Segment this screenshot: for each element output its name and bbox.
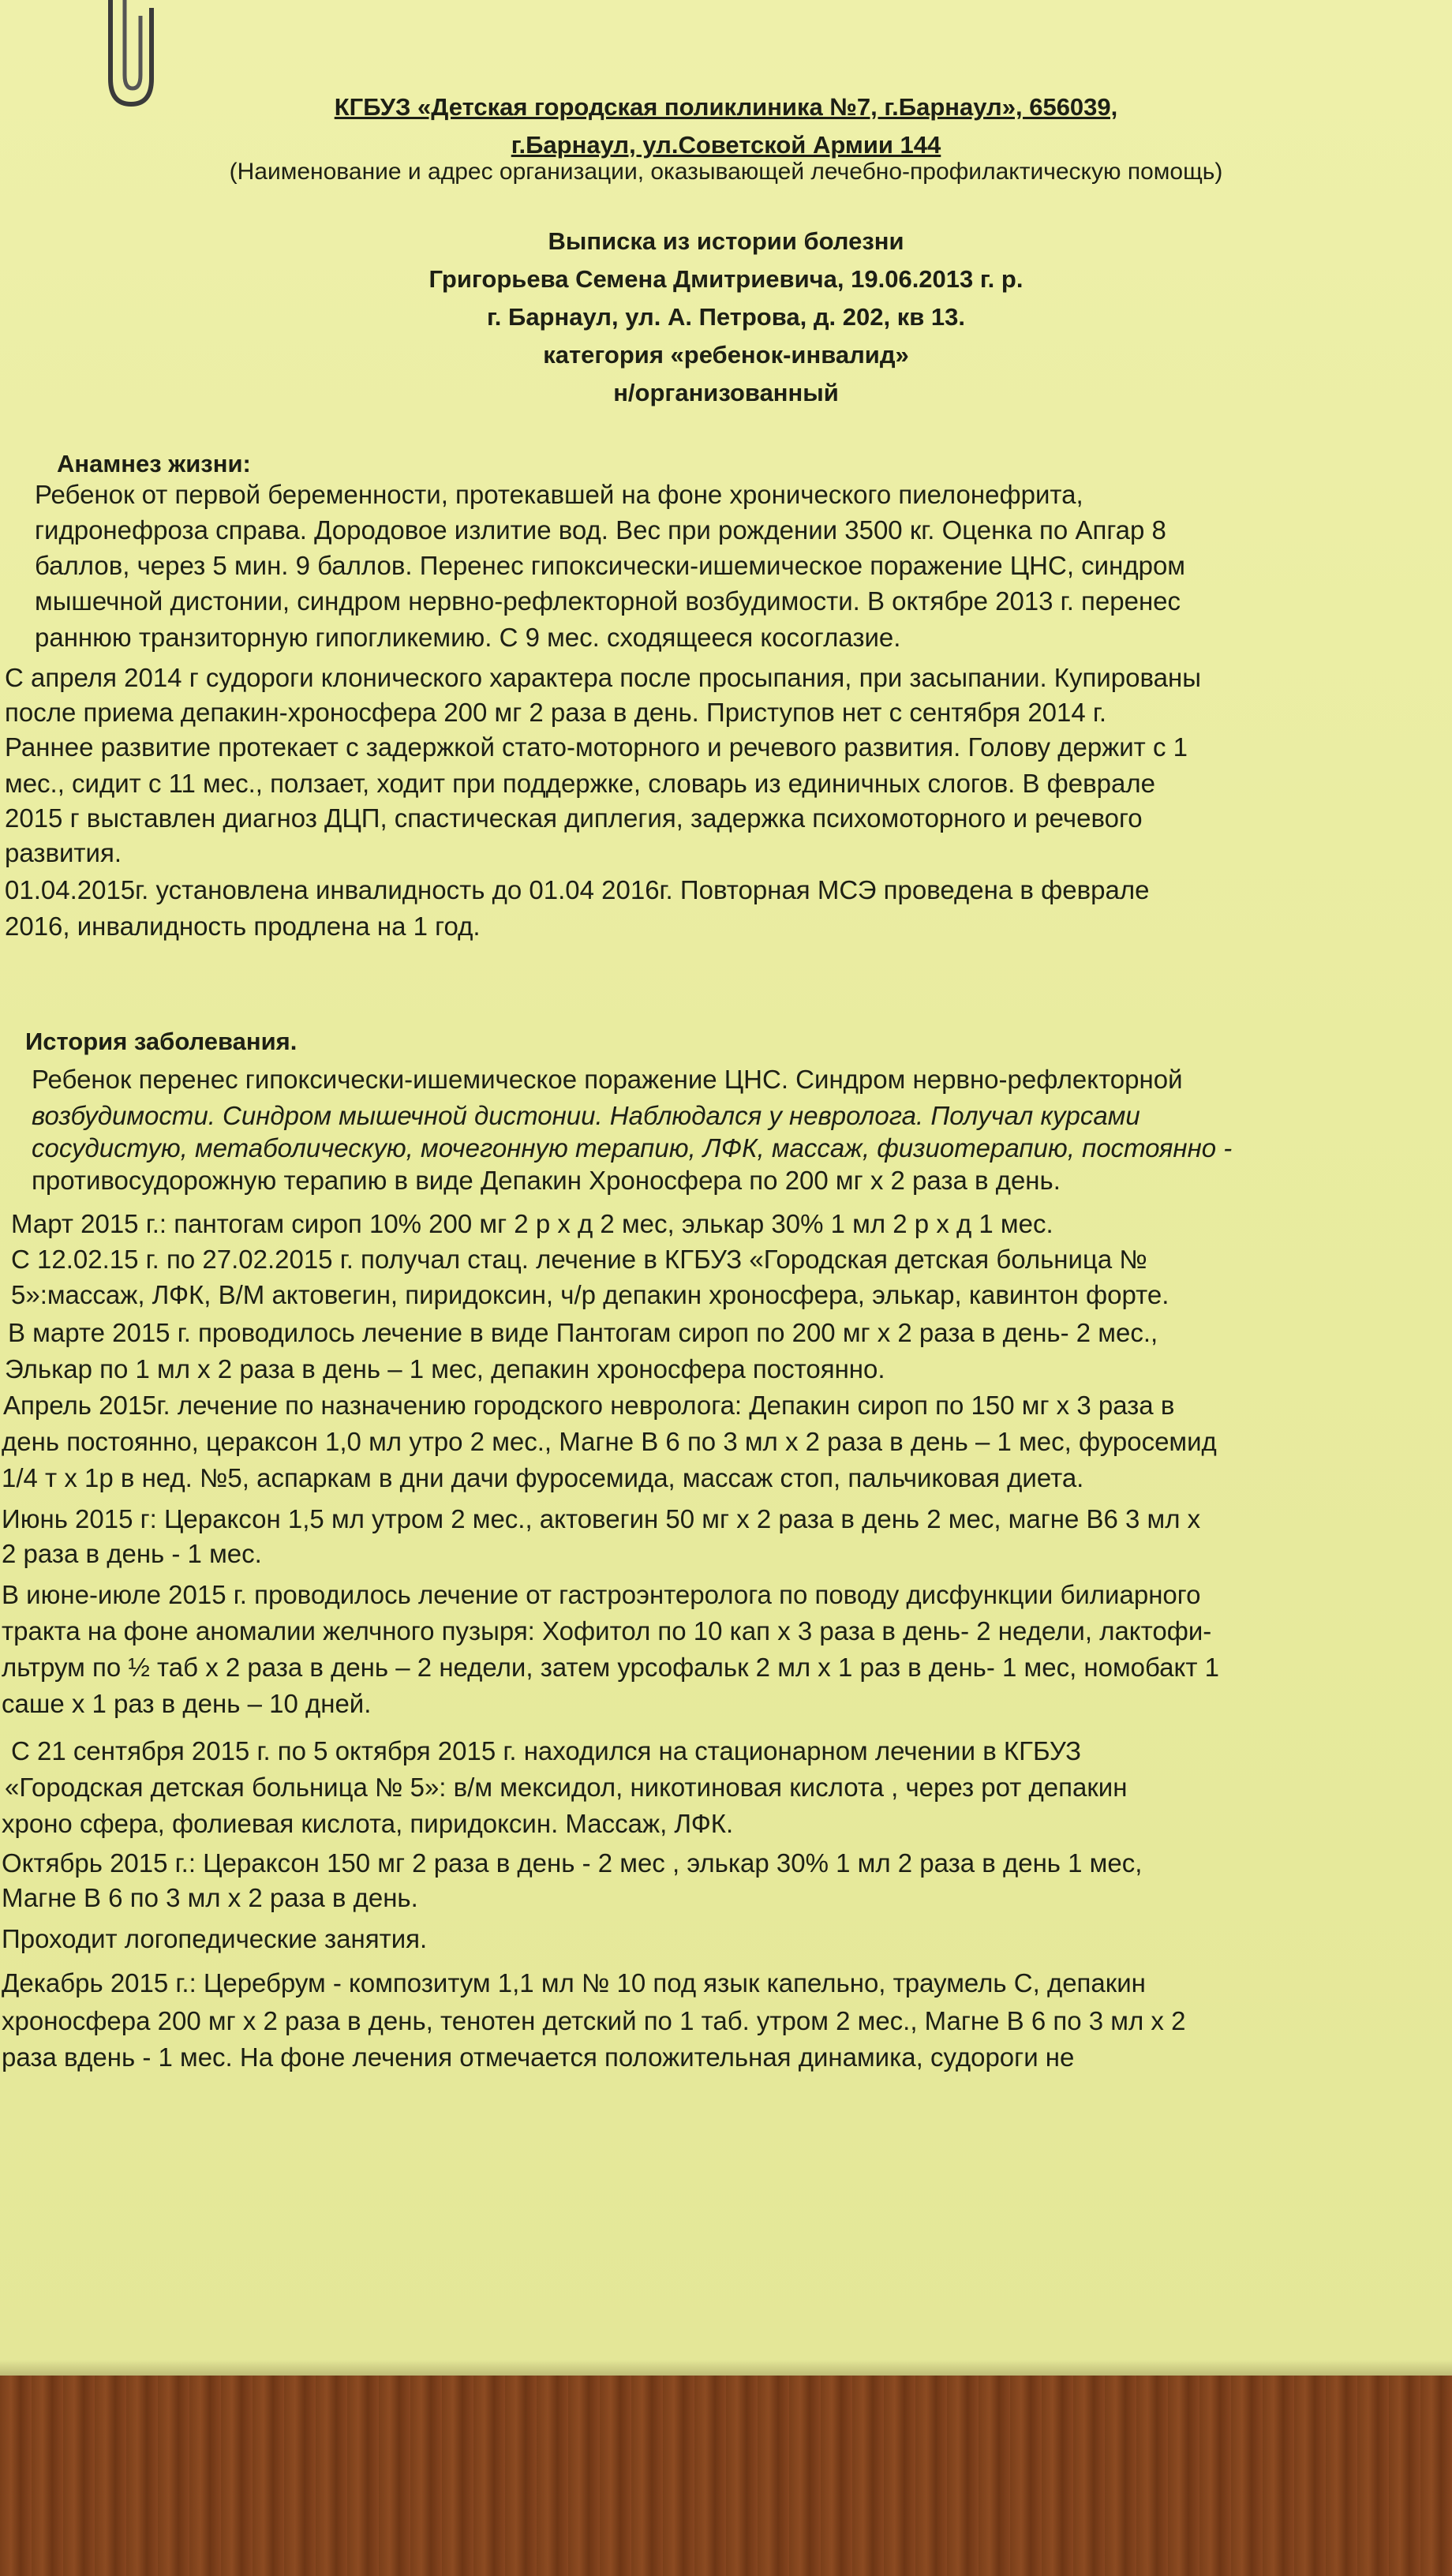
history-line: «Городская детская больница № 5»: в/м мексидол, никотиновая кислота , через рот депакин bbox=[5, 1773, 1128, 1802]
history-line: Июнь 2015 г: Цераксон 1,5 мл утром 2 мес., актовегин 50 мг х 2 раза в день 2 мес, магне В6 3 мл х bbox=[2, 1504, 1201, 1533]
history-line: С 21 сентября 2015 г. по 5 октября 2015 г. находился на стационарном лечении в КГБУЗ bbox=[11, 1736, 1082, 1765]
history-line: В марте 2015 г. проводилось лечение в виде Пантогам сироп по 200 мг х 2 раза в день- 2 мес., bbox=[8, 1318, 1158, 1347]
history-line: раза вдень - 1 мес. На фоне лечения отмечается положительная динамика, судороги не bbox=[2, 2042, 1075, 2072]
document-title: Выписка из истории болезни bbox=[548, 227, 904, 255]
anamnesis-line: 01.04.2015г. установлена инвалидность до 01.04 2016г. Повторная МСЭ проведена в феврале bbox=[5, 875, 1150, 904]
anamnesis-title: Анамнез жизни: bbox=[57, 450, 251, 477]
organization-line-1: КГБУЗ «Детская городская поликлиника №7, г.Барнаул», 656039, bbox=[334, 93, 1118, 121]
organization-name bbox=[0, 88, 1452, 164]
patient-category: категория «ребенок-инвалид» bbox=[543, 341, 909, 369]
patient-status: н/организованный bbox=[613, 379, 839, 406]
history-line: хроносфера 200 мг х 2 раза в день, тенотен детский по 1 таб. утром 2 мес., Магне В 6 по 3 мл х 2 bbox=[2, 2006, 1186, 2035]
history-line: сосудистую, метаболическую, мочегонную терапию, ЛФК, массаж, физиотерапию, постоянно - bbox=[32, 1133, 1233, 1163]
history-line: день постоянно, цераксон 1,0 мл утро 2 мес., Магне В 6 по 3 мл х 2 раза в день – 1 мес, фуросемид bbox=[2, 1427, 1217, 1456]
anamnesis-line: развития. bbox=[5, 838, 122, 867]
history-line: Ребенок перенес гипоксически-ишемическое поражение ЦНС. Синдром нервно-рефлекторной bbox=[32, 1065, 1183, 1094]
history-line: Магне В 6 по 3 мл х 2 раза в день. bbox=[2, 1883, 418, 1912]
anamnesis-line: 2016, инвалидность продлена на 1 год. bbox=[5, 912, 481, 941]
history-line: противосудорожную терапию в виде Депакин Хроносфера по 200 мг х 2 раза в день. bbox=[32, 1166, 1061, 1195]
history-line: хроно сфера, фолиевая кислота, пиридоксин. Массаж, ЛФК. bbox=[2, 1809, 734, 1838]
organization-line-2: г.Барнаул, ул.Советской Армии 144 bbox=[511, 131, 941, 159]
anamnesis-line: Ребенок от первой беременности, протекавшей на фоне хронического пиелонефрита, bbox=[35, 480, 1083, 509]
history-line: Декабрь 2015 г.: Церебрум - композитум 1,1 мл № 10 под язык капельно, траумель С, депакин bbox=[2, 1968, 1146, 1998]
history-line: С 12.02.15 г. по 27.02.2015 г. получал стац. лечение в КГБУЗ «Городская детская больница № bbox=[11, 1245, 1147, 1274]
organization-note: (Наименование и адрес организации, оказывающей лечебно-профилактическую помощь) bbox=[229, 159, 1223, 185]
history-line: саше х 1 раз в день – 10 дней. bbox=[2, 1689, 372, 1718]
history-line: Апрель 2015г. лечение по назначению городского невролога: Депакин сироп по 150 мг х 3 раза в bbox=[3, 1391, 1175, 1420]
document-title-block bbox=[0, 223, 1452, 412]
anamnesis-line: мес., сидит с 11 мес., ползает, ходит при поддержке, словарь из единичных слогов. В феврале bbox=[5, 769, 1155, 798]
history-line: В июне-июле 2015 г. проводилось лечение от гастроэнтеролога по поводу дисфункции билиарного bbox=[2, 1580, 1201, 1609]
anamnesis-line: С апреля 2014 г судороги клонического характера после просыпания, при засыпании. Купированы bbox=[5, 663, 1201, 692]
history-line: Октябрь 2015 г.: Цераксон 150 мг 2 раза в день - 2 мес , элькар 30% 1 мл 2 раза в день 1 мес, bbox=[2, 1848, 1143, 1878]
history-line: 1/4 т х 1р в нед. №5, аспаркам в дни дачи фуросемида, массаж стоп, пальчиковая диета. bbox=[2, 1463, 1084, 1492]
patient-name: Григорьева Семена Дмитриевича, 19.06.2013 г. р. bbox=[428, 265, 1024, 293]
history-line: 5»:массаж, ЛФК, В/М актовегин, пиридоксин, ч/р депакин хроносфера, элькар, кавинтон форте. bbox=[11, 1280, 1169, 1309]
anamnesis-line: Раннее развитие протекает с задержкой стато-моторного и речевого развития. Голову держит с 1 bbox=[5, 732, 1188, 762]
history-line: тракта на фоне аномалии желчного пузыря: Хофитол по 10 кап х 3 раза в день- 2 недели, лактофи- bbox=[2, 1616, 1212, 1646]
history-line: возбудимости. Синдром мышечной дистонии. Наблюдался у невролога. Получал курсами bbox=[32, 1101, 1140, 1130]
anamnesis-line: раннюю транзиторную гипогликемию. С 9 мес. сходящееся косоглазие. bbox=[35, 623, 901, 652]
history-line: Март 2015 г.: пантогам сироп 10% 200 мг 2 р х д 2 мес, элькар 30% 1 мл 2 р х д 1 мес. bbox=[11, 1209, 1053, 1238]
anamnesis-line: мышечной дистонии, синдром нервно-рефлекторной возбудимости. В октябре 2013 г. перенес bbox=[35, 586, 1181, 616]
anamnesis-line: после приема депакин-хроносфера 200 мг 2 раза в день. Приступов нет с сентября 2014 г. bbox=[5, 698, 1107, 727]
history-title: История заболевания. bbox=[25, 1028, 298, 1055]
patient-address: г. Барнаул, ул. А. Петрова, д. 202, кв 13. bbox=[487, 303, 965, 331]
anamnesis-line: гидронефроза справа. Дородовое излитие вод. Вес при рождении 3500 кг. Оценка по Апгар 8 bbox=[35, 515, 1166, 545]
history-line: льтрум по ½ таб х 2 раза в день – 2 недели, затем урсофальк 2 мл х 1 раз в день- 1 мес, номобакт 1 bbox=[2, 1653, 1219, 1682]
history-line: Проходит логопедические занятия. bbox=[2, 1924, 428, 1953]
wooden-table bbox=[0, 2376, 1452, 2576]
anamnesis-line: 2015 г выставлен диагноз ДЦП, спастическая диплегия, задержка психомоторного и речевого bbox=[5, 803, 1143, 833]
history-line: Элькар по 1 мл х 2 раза в день – 1 мес, депакин хроносфера постоянно. bbox=[5, 1354, 885, 1383]
anamnesis-line: баллов, через 5 мин. 9 баллов. Перенес гипоксически-ишемическое поражение ЦНС, синдром bbox=[35, 551, 1185, 580]
history-line: 2 раза в день - 1 мес. bbox=[2, 1539, 262, 1568]
